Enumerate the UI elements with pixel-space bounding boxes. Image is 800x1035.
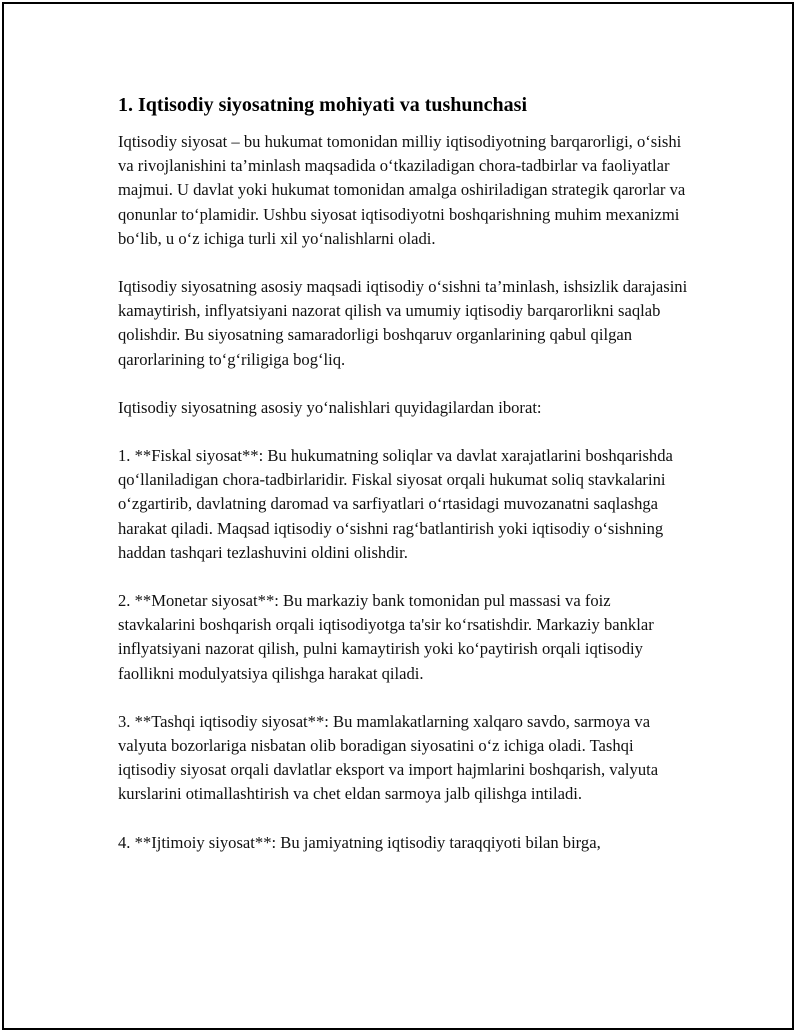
paragraph-fiscal-policy: 1. **Fiskal siyosat**: Bu hukumatning soliqlar va davlat xarajatlarini boshqarishda qo‘llaniladigan chora-tadbirlaridir. Fiskal siyosat orqali hukumat soliq stavkalarini o‘zgartirib, davlatning daromad va sarfiyatlari o‘rtasidagi muvozanatni saqlashga harakat qiladi. Maqsad iqtisodiy o‘sishni rag‘batlantirish yoki iqtisodiy o‘sishning haddan tashqari tezlashuvini oldini olishdir.	[118, 446, 673, 562]
paragraph-monetary-policy: 2. **Monetar siyosat**: Bu markaziy bank tomonidan pul massasi va foiz stavkalarini boshqarish orqali iqtisodiyotga ta'sir ko‘rsatishdir. Markaziy banklar inflyatsiyani nazorat qilish, pulni kamaytirish yoki ko‘paytirish orqali iqtisodiy faollikni modulyatsiya qilishga harakat qiladi.	[118, 591, 654, 683]
document-body	[118, 92, 690, 879]
section-title: 1. Iqtisodiy siyosatning mohiyati va tushunchasi	[118, 94, 528, 116]
paragraph-social-policy: 4. **Ijtimoiy siyosat**: Bu jamiyatning iqtisodiy taraqqiyoti bilan birga,	[118, 832, 601, 852]
paragraph-foreign-economic-policy: 3. **Tashqi iqtisodiy siyosat**: Bu mamlakatlarning xalqaro savdo, sarmoya va valyuta bozorlariga nisbatan olib boradigan siyosatini o‘z ichiga oladi. Tashqi iqtisodiy siyosat orqali davlatlar eksport va import hajmlarini boshqarish, valyuta kurslarini otimallashtirish va chet eldan sarmoya jalb qilishga intiladi.	[118, 711, 659, 804]
paragraph-definition: Iqtisodiy siyosat – bu hukumat tomonidan milliy iqtisodiyotning barqarorligi, o‘sishi va rivojlanishini ta’minlash maqsadida o‘tkaziladigan chora-tadbirlar va faoliyatlar majmui. U davlat yoki hukumat tomonidan amalga oshiriladigan strategik qarorlar va qonunlar to‘plamidir. Ushbu siyosat iqtisodiyotni boshqarishning muhim mexanizmi bo‘lib, u o‘z ichiga turli xil yo‘nalishlarni oladi.	[118, 132, 686, 248]
paragraph-directions-intro: Iqtisodiy siyosatning asosiy yo‘nalishlari quyidagilardan iborat:	[118, 397, 542, 417]
paragraph-goals: Iqtisodiy siyosatning asosiy maqsadi iqtisodiy o‘sishni ta’minlash, ishsizlik darajasini kamaytirish, inflyatsiyani nazorat qilish va umumiy iqtisodiy barqarorlikni saqlab qolishdir. Bu siyosatning samaradorligi boshqaruv organlarining qabul qilgan qarorlarining to‘g‘riligiga bog‘liq.	[118, 277, 688, 369]
